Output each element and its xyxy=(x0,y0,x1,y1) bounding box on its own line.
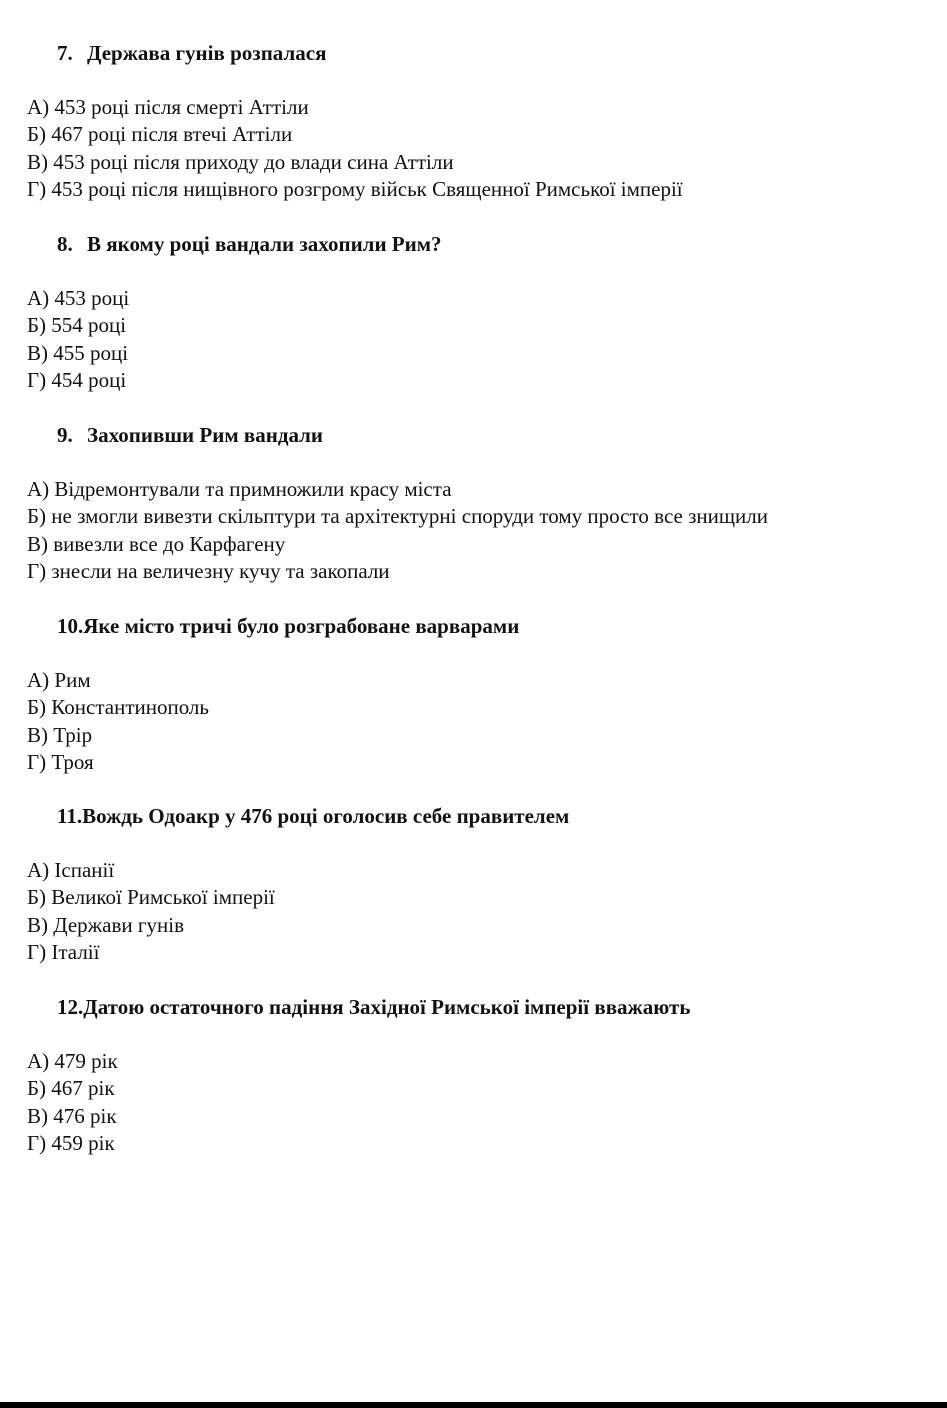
answer-options xyxy=(27,476,768,585)
bottom-edge-bar xyxy=(0,1402,947,1408)
option-d: Г) 454 році xyxy=(27,367,127,392)
question-text: В якому році вандали захопили Рим? xyxy=(87,232,442,256)
option-b: Б) 467 році після втечі Аттіли xyxy=(27,122,293,147)
answer-options xyxy=(27,667,209,776)
question-number: 7. xyxy=(57,41,73,65)
answer-options xyxy=(27,857,275,966)
answer-options xyxy=(27,285,129,394)
question-title xyxy=(57,422,323,448)
question-number: 10. xyxy=(57,614,84,638)
option-b: Б) Константинополь xyxy=(27,695,209,720)
question-number: 12. xyxy=(57,995,84,1019)
question-text: Захопивши Рим вандали xyxy=(87,423,324,447)
question-text: Яке місто тричі було розграбоване варварами xyxy=(83,614,520,638)
option-b: Б) Великої Римської імперії xyxy=(27,885,275,910)
question-text: Держава гунів розпалася xyxy=(87,41,327,65)
option-c: В) 476 рік xyxy=(27,1103,117,1128)
option-c: В) вивезли все до Карфагену xyxy=(27,531,286,556)
question-title xyxy=(57,803,569,829)
option-c: В) 453 році після приходу до влади сина Аттіли xyxy=(27,149,454,174)
option-a: А) Відремонтували та примножили красу міста xyxy=(27,477,452,501)
question-number: 8. xyxy=(57,232,73,256)
answer-options xyxy=(27,1048,118,1157)
option-a: А) Рим xyxy=(27,668,91,692)
option-c: В) Трір xyxy=(27,722,93,747)
option-d: Г) знесли на величезну кучу та закопали xyxy=(27,558,390,583)
question-title xyxy=(57,613,519,639)
option-a: А) Іспанії xyxy=(27,858,115,882)
answer-options xyxy=(27,94,683,203)
option-a: А) 453 році xyxy=(27,286,130,310)
question-number: 9. xyxy=(57,423,73,447)
question-title xyxy=(57,231,442,257)
option-d: Г) Італії xyxy=(27,939,100,964)
question-text: Вождь Одоакр у 476 році оголосив себе правителем xyxy=(82,804,570,828)
question-number: 11. xyxy=(57,804,83,828)
option-b: Б) не змогли вивезти скільптури та архітектурні споруди тому просто все знищили xyxy=(27,504,768,529)
option-d: Г) 459 рік xyxy=(27,1130,115,1155)
question-title xyxy=(57,40,326,66)
option-d: Г) 453 році після нищівного розгрому військ Священної Римської імперії xyxy=(27,176,683,201)
option-a: А) 479 рік xyxy=(27,1049,118,1073)
option-a: А) 453 році після смерті Аттіли xyxy=(27,95,309,119)
question-text: Датою остаточного падіння Західної Римської імперії вважають xyxy=(83,995,691,1019)
option-b: Б) 467 рік xyxy=(27,1076,115,1101)
option-d: Г) Троя xyxy=(27,749,94,774)
option-c: В) Держави гунів xyxy=(27,912,184,937)
option-b: Б) 554 році xyxy=(27,313,127,338)
option-c: В) 455 році xyxy=(27,340,129,365)
question-title xyxy=(57,994,690,1020)
